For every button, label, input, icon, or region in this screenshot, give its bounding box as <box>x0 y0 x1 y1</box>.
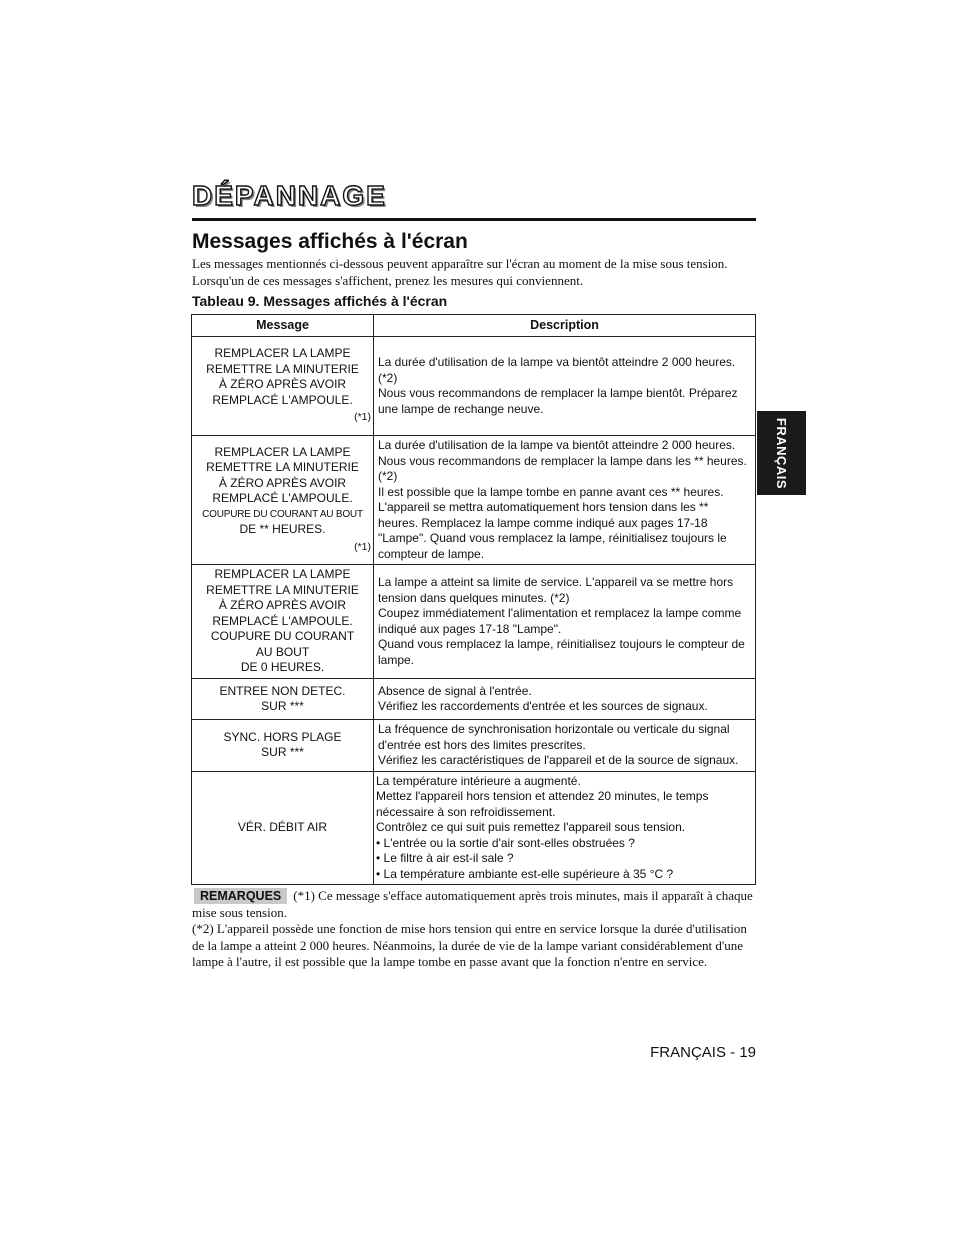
description-line: La durée d'utilisation de la lampe va bientôt atteindre 2 000 heures. (*2) <box>378 355 736 385</box>
description-line: • La température ambiante est-elle supérieure à 35 °C ? <box>376 866 674 881</box>
description-line: Vérifiez les caractéristiques de l'appareil et de la source de signaux. <box>378 753 739 767</box>
remarks <box>192 888 756 971</box>
message-line: REMPLACÉ L'AMPOULE. <box>212 613 353 628</box>
message-line: SUR *** <box>261 745 304 760</box>
description-line: • Le filtre à air est-il sale ? <box>376 851 514 865</box>
note-ref: (*1) <box>354 540 371 553</box>
table-row <box>192 720 756 772</box>
message-line: COUPURE DU COURANT <box>210 629 355 644</box>
table-row <box>192 771 756 885</box>
message-line: DE ** HEURES. <box>239 522 326 537</box>
message-line: REMPLACER LA LAMPE <box>214 346 351 361</box>
description-line: Mettez l'appareil hors tension et attendez 20 minutes, le temps nécessaire à son refroidissement. <box>376 789 709 819</box>
message-line-small: COUPURE DU COURANT AU BOUT <box>202 508 363 520</box>
remark-1 <box>192 888 756 921</box>
message-cell <box>192 771 374 885</box>
description-cell <box>374 565 756 679</box>
table-row <box>192 436 756 565</box>
remark-1-text: (*1) Ce message s'efface automatiquement après trois minutes, mais il apparaît à chaque mise sous tension. <box>192 888 753 920</box>
message-cell <box>192 679 374 720</box>
message-line: REMPLACÉ L'AMPOULE. <box>212 491 353 506</box>
description-line: Quand vous remplacez la lampe, réinitialisez toujours le compteur de lampe. <box>378 637 745 667</box>
description-cell <box>374 771 756 885</box>
description-line: La température intérieure a augmenté. <box>376 773 581 788</box>
message-cell <box>192 436 374 565</box>
message-line: REMETTRE LA MINUTERIE <box>206 361 359 376</box>
intro-paragraph: Les messages mentionnés ci-dessous peuvent apparaître sur l'écran au moment de la mise sous tension. Lorsqu'un de ces messages s'affichent, prenez les mesures qui conviennent. <box>192 256 728 288</box>
column-header-message: Message <box>192 315 374 337</box>
table-caption: Tableau 9. Messages affichés à l'écran <box>192 293 448 309</box>
language-side-tab <box>757 411 806 495</box>
section-title: Messages affichés à l'écran <box>192 230 468 253</box>
message-line: À ZÉRO APRÈS AVOIR <box>218 475 347 490</box>
description-cell <box>374 679 756 720</box>
message-cell <box>192 720 374 772</box>
description-line: Il est possible que la lampe tombe en panne avant ces ** heures. L'appareil se mettra automatiquement hors tension dans les ** heures. Remplacez la lampe comme indiqué aux pages 17-18 "Lampe". Quand vous remplacez la lampe, réinitialisez toujours le compteur de lampe. <box>378 484 727 561</box>
description-line: Contrôlez ce qui suit puis remettez l'appareil sous tension. <box>376 820 686 834</box>
remark-2-text: (*2) L'appareil possède une fonction de mise hors tension qui entre en service lorsque la durée d'utilisation de la lampe a atteint 2 000 heures. Néanmoins, la durée de vie de la lampe variant considérablement d'une lampe à l'autre, il est possible que la lampe tombe en passe avant que la fonction n'entre en service. <box>192 921 747 969</box>
message-line: DE 0 HEURES. <box>240 660 325 675</box>
remarks-badge: REMARQUES <box>194 888 287 904</box>
page-heading: DÉPANNAGE <box>192 180 387 211</box>
table-header-row <box>192 315 756 337</box>
message-line: À ZÉRO APRÈS AVOIR <box>218 377 347 392</box>
description-line: Vérifiez les raccordements d'entrée et les sources de signaux. <box>378 699 708 713</box>
message-line: AU BOUT <box>255 644 310 659</box>
description-line: Nous vous recommandons de remplacer la lampe bientôt. Préparez une lampe de rechange neuve. <box>378 386 738 416</box>
description-line: • L'entrée ou la sortie d'air sont-elles obstruées ? <box>376 835 635 850</box>
message-line: ENTREE NON DETEC. <box>219 683 346 698</box>
table-row <box>192 337 756 436</box>
message-line: À ZÉRO APRÈS AVOIR <box>218 598 347 613</box>
message-cell <box>192 565 374 679</box>
language-side-tab-label: FRANÇAIS <box>774 417 790 489</box>
message-line: REMPLACER LA LAMPE <box>214 444 351 459</box>
description-line: Coupez immédiatement l'alimentation et remplacez la lampe comme indiqué aux pages 17-18 "Lampe". <box>378 606 742 636</box>
messages-table <box>191 314 756 885</box>
heading-rule <box>192 218 756 221</box>
description-cell <box>374 436 756 565</box>
table-row <box>192 565 756 679</box>
column-header-description: Description <box>374 315 756 337</box>
message-line: REMPLACER LA LAMPE <box>214 567 351 582</box>
description-line: Absence de signal à l'entrée. <box>378 683 532 698</box>
message-line: SUR *** <box>261 699 304 713</box>
description-line: La lampe a atteint sa limite de service. L'appareil va se mettre hors tension dans quelques minutes. (*2) <box>378 575 734 605</box>
message-line: SYNC. HORS PLAGE <box>223 729 342 744</box>
message-line: VÉR. DÉBIT AIR <box>237 820 328 834</box>
note-ref: (*1) <box>354 411 371 424</box>
description-cell <box>374 720 756 772</box>
description-line: La fréquence de synchronisation horizontale ou verticale du signal d'entrée est hors des limites prescrites. <box>378 722 730 752</box>
message-line: REMETTRE LA MINUTERIE <box>206 460 359 475</box>
message-cell <box>192 337 374 436</box>
description-cell <box>374 337 756 436</box>
description-line: La durée d'utilisation de la lampe va bientôt atteindre 2 000 heures. Nous vous recommandons de remplacer la lampe dans les ** heures. (*2) <box>378 438 747 483</box>
table-row <box>192 679 756 720</box>
message-line: REMPLACÉ L'AMPOULE. <box>212 392 353 407</box>
page-footer: FRANÇAIS - 19 <box>650 1044 756 1061</box>
message-line: REMETTRE LA MINUTERIE <box>206 582 359 597</box>
